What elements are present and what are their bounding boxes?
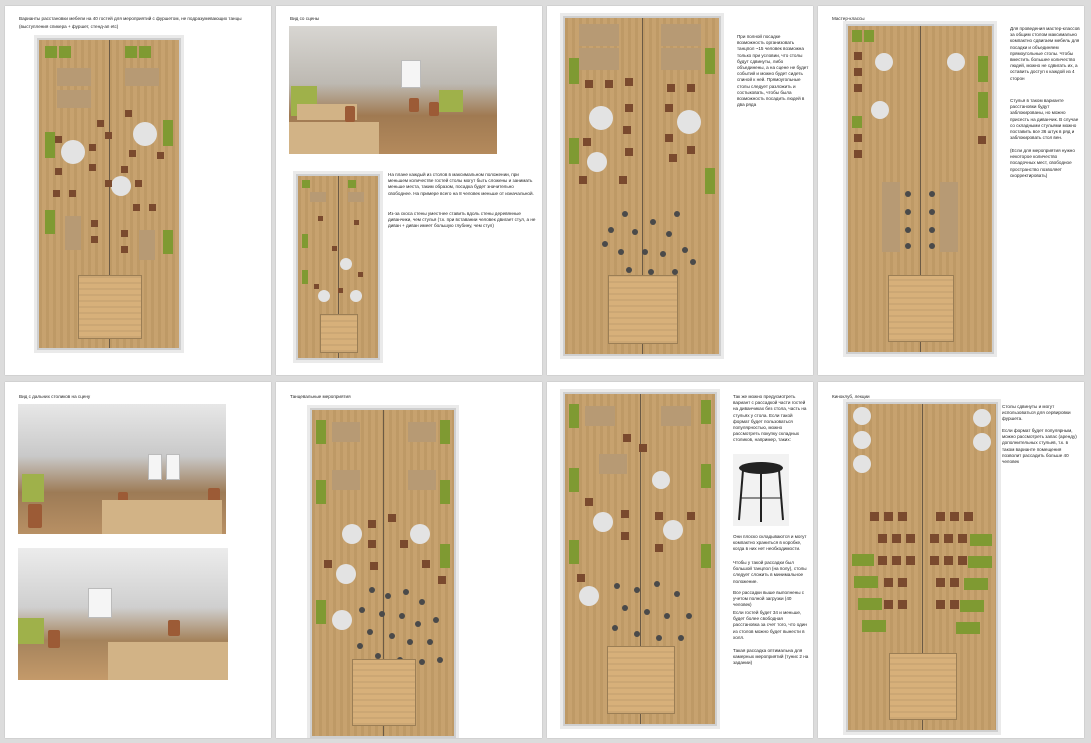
page-3-text: При полной посадке возможность организовать танцпол ~15 человек возможна только при условии, что столы будут сдвинуты, либо объединены, а на сцене не будет событий и можно будет сидеть спиной к ней. Прямоугольные столы следует разложить и состыковать, чтобы была возможность посадить людей в два ряда (737, 34, 809, 108)
render-view-from-stage (289, 26, 497, 154)
folding-stool-icon (733, 454, 789, 526)
floor-plan-3 (563, 16, 721, 356)
floor-plan-2 (296, 174, 380, 360)
page-3 (547, 6, 813, 375)
page-7-text-5: Если гостей будет 34 и меньше, будет более свободная расстановка за счет того, что один из столов можно будет вынести в холл. (733, 610, 807, 640)
page-8-text-2: Если формат будет популярным, можно рассмотреть запас (аренду) дополнительных стульев, т.к. в таком варианте помещения позволит рассадить больше 40 человек (1002, 428, 1077, 465)
stage-7 (607, 646, 675, 714)
floor-plan-1 (37, 38, 181, 350)
page-6-caption: Танцевальные мероприятия (290, 394, 351, 399)
page-6 (276, 382, 542, 738)
page-1-caption: Варианты расстановки мебели на 40 гостей для мероприятий с фуршетом, не подразумевающих танцы (19, 16, 242, 21)
page-1 (5, 6, 271, 375)
page-1-caption-2: (выступления спикера + фуршет, стенд-ап etc) (19, 24, 119, 29)
page-5 (5, 382, 271, 738)
page-2-text-1: На плане каждый из столов в максимальном положении, при меньшем количестве гостей столы могут быть сложены и занимать меньше места, таким образом, посадка будет значительно свободнее. На примере всего на 8 человек меньше от изначальной. (388, 172, 534, 196)
render-view-to-stage (18, 404, 226, 534)
page-4-text-1: Для проведения мастер-классов за общим столом максимально компактно сдвигаем мебель для посадки и объединяем прямоугольные столы. Чтобы вместить большее количество людей, можно не сдвигать их, а оставить доступ к каждой из 4 сторон (1010, 26, 1080, 81)
page-2-caption: Вид со сцены (290, 16, 320, 21)
page-5-caption: Вид с дальних столиков на сцену (19, 394, 91, 399)
floor-plan-4 (846, 24, 994, 354)
page-7-text-6: Такая рассадка оптимальна для камерных мероприятий (тунис 2 на задании) (733, 648, 809, 666)
page-4 (818, 6, 1084, 375)
page-7-text-4: Все рассадки выше выполнены с учетом полной загрузки (40 человек) (733, 590, 805, 608)
page-2 (276, 6, 542, 375)
stage-8 (889, 653, 956, 720)
page-7 (547, 382, 813, 738)
page-4-text-2: Стулья в таком варианте расстановки будут заблокированы, но можно присесть на диванчик. В случае со складными стульями можно поставить все 36 штук в ряд и заблокировать стол вен. (1010, 98, 1079, 141)
floor-plan-6 (310, 408, 456, 738)
page-7-text-1: Так же можно предусмотреть вариант с рассадкой части гостей на диванчиках без стола, часть на стульях у стола. Если такой формат будет пользоваться популярностью, можно рассмотреть покупку складных столиков, например, таких: (733, 394, 807, 443)
page-4-text-3: (Если для мероприятия нужно некоторое количество посадочных мест, свободное пространство позволяет скорректировать) (1010, 148, 1075, 178)
page-8-text-1: Столы сдвинуты и могут использоваться для сервировки фуршета. (1002, 404, 1071, 422)
stage-4 (888, 275, 953, 342)
page-8 (818, 382, 1084, 738)
stage-6 (352, 659, 416, 726)
page-2-text-2: Из-за скоса стены уместнее ставить вдоль стены деревянные диванчики, чем стулья (т.к. при вставании человек двигает стул, а не диван + диван имеет большую глубину, чем стул) (388, 211, 536, 229)
stage-1 (78, 275, 142, 339)
page-7-text-3: Чтобы у такой рассадки был большой танцпол (на полу), столы следует сложить в минимальное положение. (733, 560, 807, 584)
page-4-caption: Мастер-классы (832, 16, 865, 21)
folding-stool-image (733, 454, 789, 526)
page-7-text-2: Они плоско складываются и могут компактно храниться в коробке, когда в них нет необходимости. (733, 534, 807, 552)
stage-2 (320, 314, 357, 352)
floor-plan-7 (563, 392, 717, 726)
render-view-to-stage-2 (18, 548, 228, 680)
stage-3 (608, 275, 678, 344)
page-8-caption: Кинoклуб, лекции (832, 394, 870, 399)
floor-plan-8 (846, 402, 998, 732)
